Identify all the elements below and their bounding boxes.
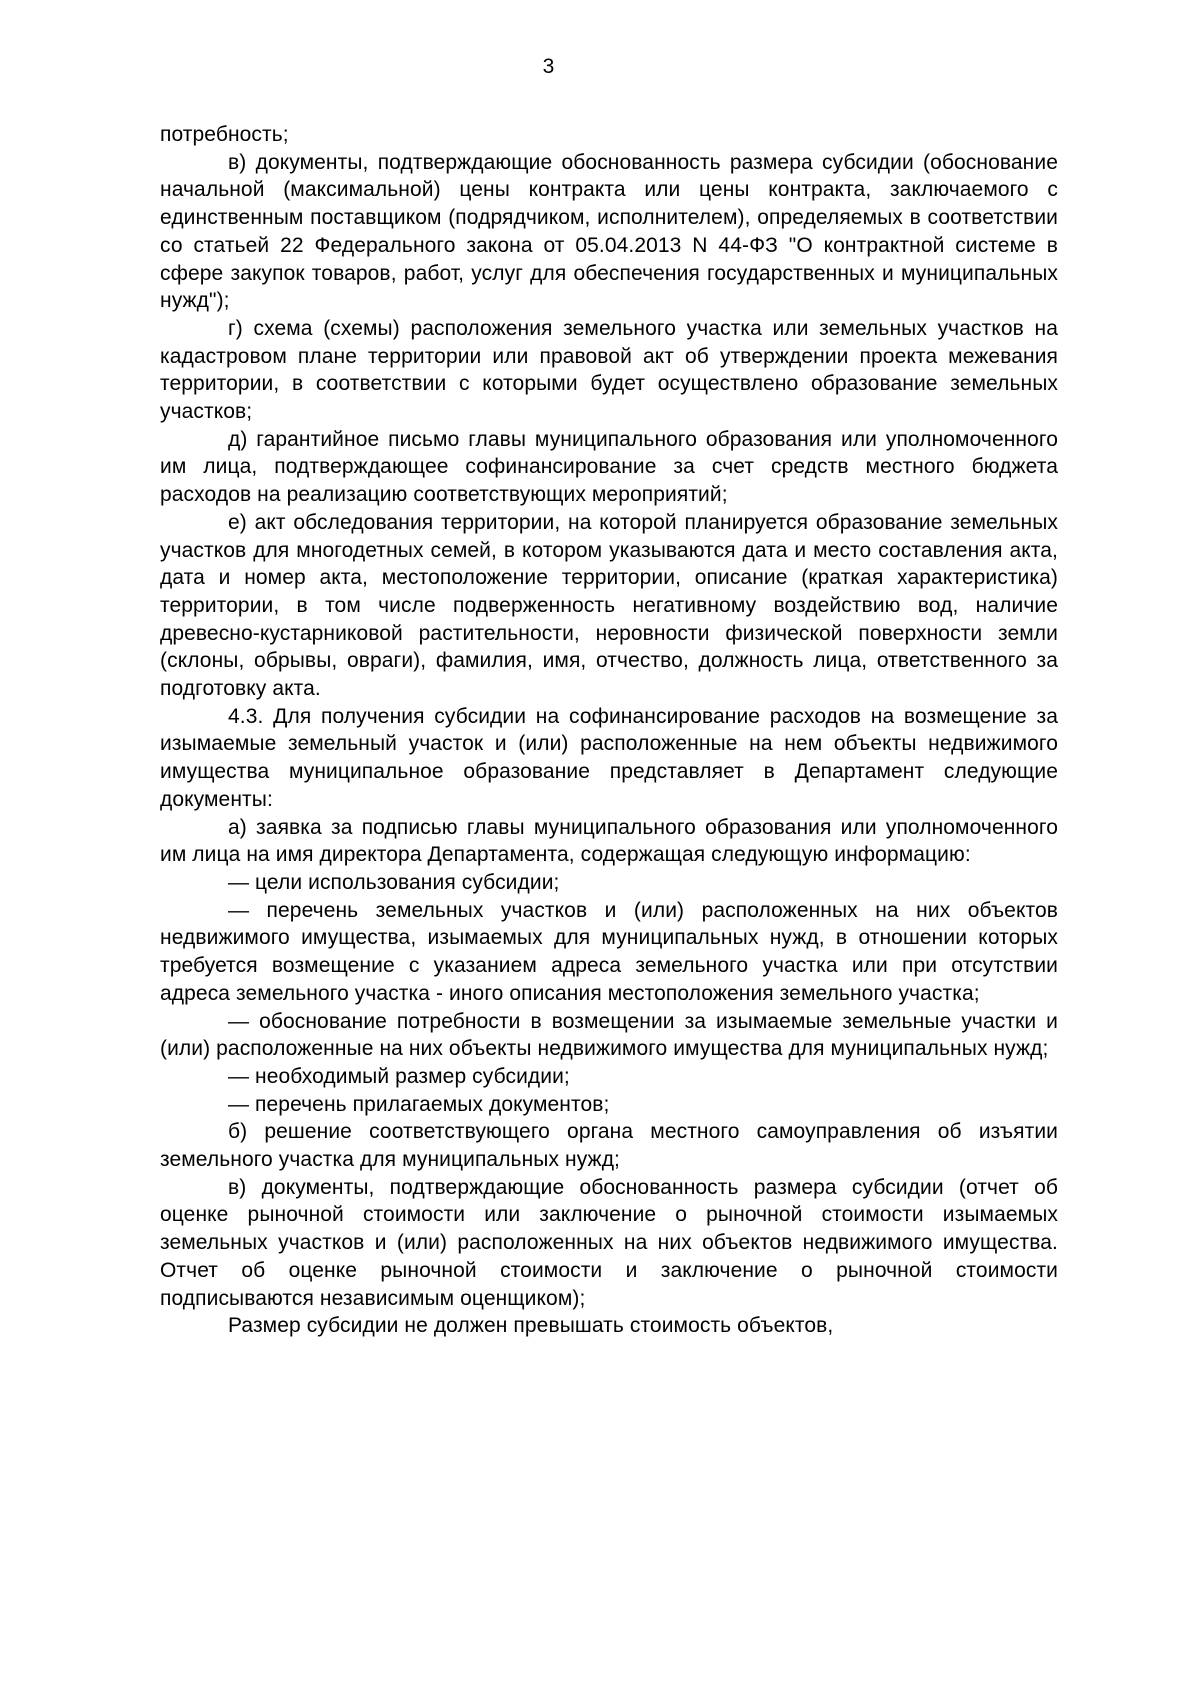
- list-item: — обоснование потребности в возмещении за изымаемые земельные участки и (или) расположенные на них объекты недвижимого имущества для муниципальных нужд;: [160, 1009, 1058, 1061]
- page-number: 3: [542, 55, 555, 78]
- list-item: — перечень прилагаемых документов;: [228, 1092, 610, 1116]
- paragraph: 4.3. Для получения субсидии на софинансирование расходов на возмещение за изымаемые земельный участок и (или) расположенные на нем объекты недвижимого имущества муниципальное образование представляет в Департамент следующие документы:: [160, 704, 1058, 811]
- paragraph: в) документы, подтверждающие обоснованность размера субсидии (обоснование начальной (максимальной) цены контракта или цены контракта, заключаемого с единственным поставщиком (подрядчиком, исполнителем), определяемых в соответствии со статьей 22 Федерального закона от 05.04.2013 N 44-ФЗ "О контрактной системе в сфере закупок товаров, работ, услуг для обеспечения государственных и муниципальных нужд");: [160, 150, 1058, 313]
- paragraph: а) заявка за подписью главы муниципального образования или уполномоченного им лица на имя директора Департамента, содержащая следующую информацию:: [160, 815, 1058, 867]
- paragraph: в) документы, подтверждающие обоснованность размера субсидии (отчет об оценке рыночной стоимости или заключение о рыночной стоимости изымаемых земельных участков и (или) расположенных на них объектов недвижимого имущества. Отчет об оценке рыночной стоимости и заключение о рыночной стоимости подписываются независимым оценщиком);: [160, 1175, 1058, 1310]
- paragraph: е) акт обследования территории, на которой планируется образование земельных участков для многодетных семей, в котором указываются дата и место составления акта, дата и номер акта, местоположение территории, описание (краткая характеристика) территории, в том числе подверженность негативному воздействию вод, наличие древесно-кустарниковой растительности, неровности физической поверхности земли (склоны, обрывы, овраги), фамилия, имя, отчество, должность лица, ответственного за подготовку акта.: [160, 510, 1058, 701]
- list-item: — необходимый размер субсидии;: [228, 1064, 570, 1088]
- paragraph: г) схема (схемы) расположения земельного участка или земельных участков на кадастровом плане территории или правовой акт об утверждении проекта межевания территории, в соответствии с которыми будет осуществлено образование земельных участков;: [160, 316, 1058, 424]
- paragraph: Размер субсидии не должен превышать стоимость объектов,: [228, 1314, 834, 1338]
- paragraph: потребность;: [160, 123, 289, 146]
- paragraph: б) решение соответствующего органа местного самоуправления об изъятии земельного участка для муниципальных нужд;: [160, 1120, 1058, 1172]
- document-body: [160, 121, 1058, 1340]
- list-item: — перечень земельных участков и (или) расположенных на них объектов недвижимого имущества, изымаемых для муниципальных нужд, в отношении которых требуется возмещение с указанием адреса земельного участка или при отсутствии адреса земельного участка - иного описания местоположения земельного участка;: [160, 898, 1058, 1005]
- paragraph: д) гарантийное письмо главы муниципального образования или уполномоченного им лица, подтверждающее софинансирование за счет средств местного бюджета расходов на реализацию соответствующих мероприятий;: [160, 427, 1058, 507]
- list-item: — цели использования субсидии;: [228, 870, 560, 894]
